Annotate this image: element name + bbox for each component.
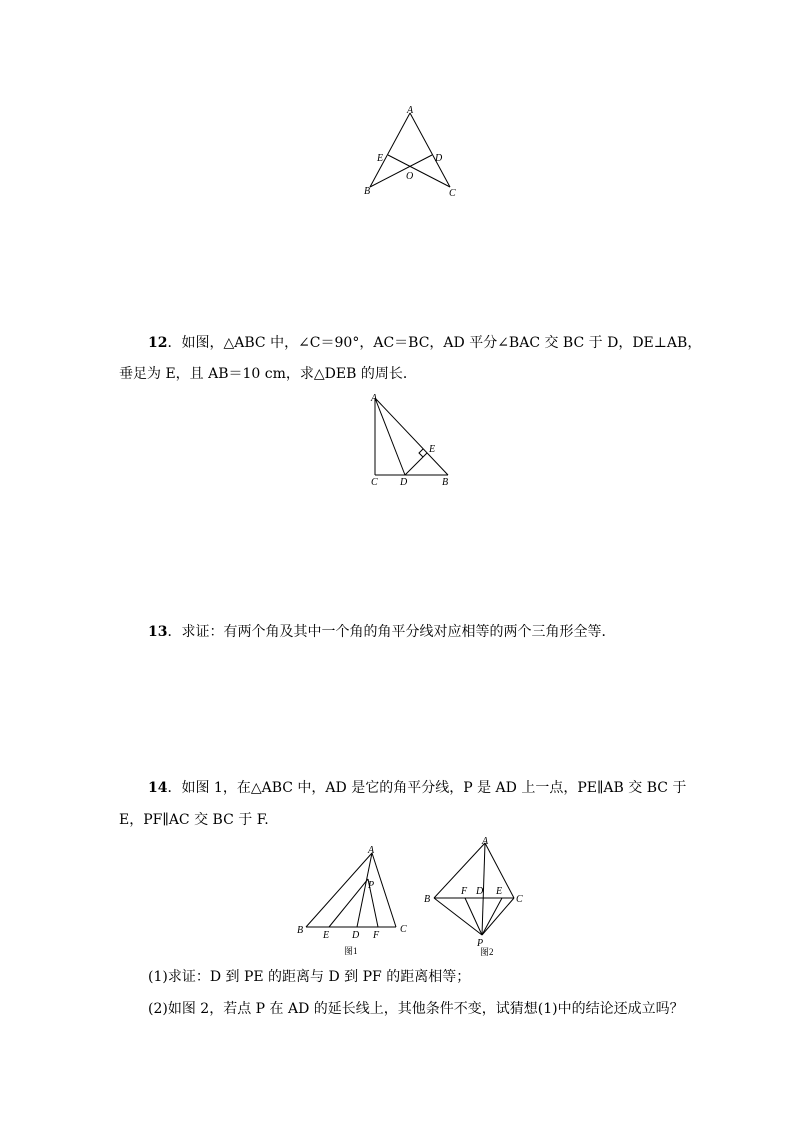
q14-part2 bbox=[148, 999, 684, 1019]
label-d: D bbox=[352, 930, 360, 941]
label-b: B bbox=[297, 925, 304, 936]
segment-pe bbox=[482, 898, 502, 935]
q12-number: 12 bbox=[148, 335, 168, 351]
q13-number: 13 bbox=[148, 624, 168, 640]
q12-line2 bbox=[119, 364, 417, 384]
label-p: P bbox=[368, 880, 375, 891]
segment-ab bbox=[375, 398, 448, 475]
q14-line2 bbox=[119, 810, 269, 830]
segment-ad bbox=[375, 398, 405, 475]
q14-text-2: E，PF∥AC 交 BC 于 F. bbox=[119, 812, 269, 828]
label-b: B bbox=[442, 477, 449, 488]
right-angle-mark bbox=[419, 449, 423, 457]
segment-ab bbox=[306, 853, 375, 927]
q12-line1 bbox=[148, 333, 701, 353]
label-a: A bbox=[482, 836, 489, 847]
label-c: C bbox=[371, 477, 378, 488]
segment-cp bbox=[482, 898, 514, 935]
q14-figure2 bbox=[420, 833, 532, 961]
label-d: D bbox=[476, 886, 484, 897]
q12-text-1: ．如图，△ABC 中，∠C＝90°，AC＝BC，AD 平分∠BAC 交 BC 于 D，DE⊥AB， bbox=[167, 335, 702, 351]
q14-number: 14 bbox=[148, 780, 168, 796]
q14-figure1 bbox=[294, 845, 414, 960]
segment-pf bbox=[465, 898, 482, 935]
label-e: E bbox=[429, 444, 436, 455]
q13-line bbox=[148, 622, 615, 642]
q12-text-2: 垂足为 E，且 AB＝10 cm，求△DEB 的周长． bbox=[119, 366, 417, 382]
label-e: E bbox=[377, 153, 384, 164]
label-c: C bbox=[516, 894, 523, 905]
label-b: B bbox=[364, 186, 371, 197]
q14-line1 bbox=[148, 778, 686, 798]
label-e: E bbox=[496, 886, 503, 897]
label-c: C bbox=[400, 924, 407, 935]
q14-part2-text: (2)如图 2，若点 P 在 AD 的延长线上，其他条件不变，试猜想(1)中的结论还成立吗？ bbox=[148, 1001, 684, 1017]
segment-ac bbox=[410, 113, 450, 187]
q14-part1 bbox=[148, 967, 470, 987]
label-f: F bbox=[373, 930, 380, 941]
label-o: O bbox=[406, 171, 414, 182]
label-p: P bbox=[477, 938, 484, 949]
label-d: D bbox=[435, 153, 443, 164]
segment-de bbox=[405, 453, 427, 475]
q12-figure bbox=[365, 390, 465, 490]
figure-triangle-ebdc bbox=[355, 105, 465, 200]
label-a: A bbox=[407, 105, 414, 116]
figure1-caption: 图1 bbox=[344, 946, 358, 956]
label-e: E bbox=[323, 930, 330, 941]
q13-text: ．求证：有两个角及其中一个角的角平分线对应相等的两个三角形全等． bbox=[167, 624, 616, 640]
label-a: A bbox=[368, 845, 375, 856]
label-b: B bbox=[424, 894, 431, 905]
q14-text-1: ．如图 1，在△ABC 中，AD 是它的角平分线，P 是 AD 上一点，PE∥AB 交 BC 于 bbox=[167, 780, 687, 796]
segment-bp bbox=[434, 898, 482, 935]
label-c: C bbox=[449, 188, 456, 199]
label-d: D bbox=[400, 477, 408, 488]
label-a: A bbox=[371, 393, 378, 404]
figure2-caption: 图2 bbox=[480, 947, 494, 957]
segment-ab bbox=[370, 113, 410, 187]
q14-part1-text: (1)求证：D 到 PE 的距离与 D 到 PF 的距离相等； bbox=[148, 969, 471, 985]
label-f: F bbox=[461, 886, 468, 897]
